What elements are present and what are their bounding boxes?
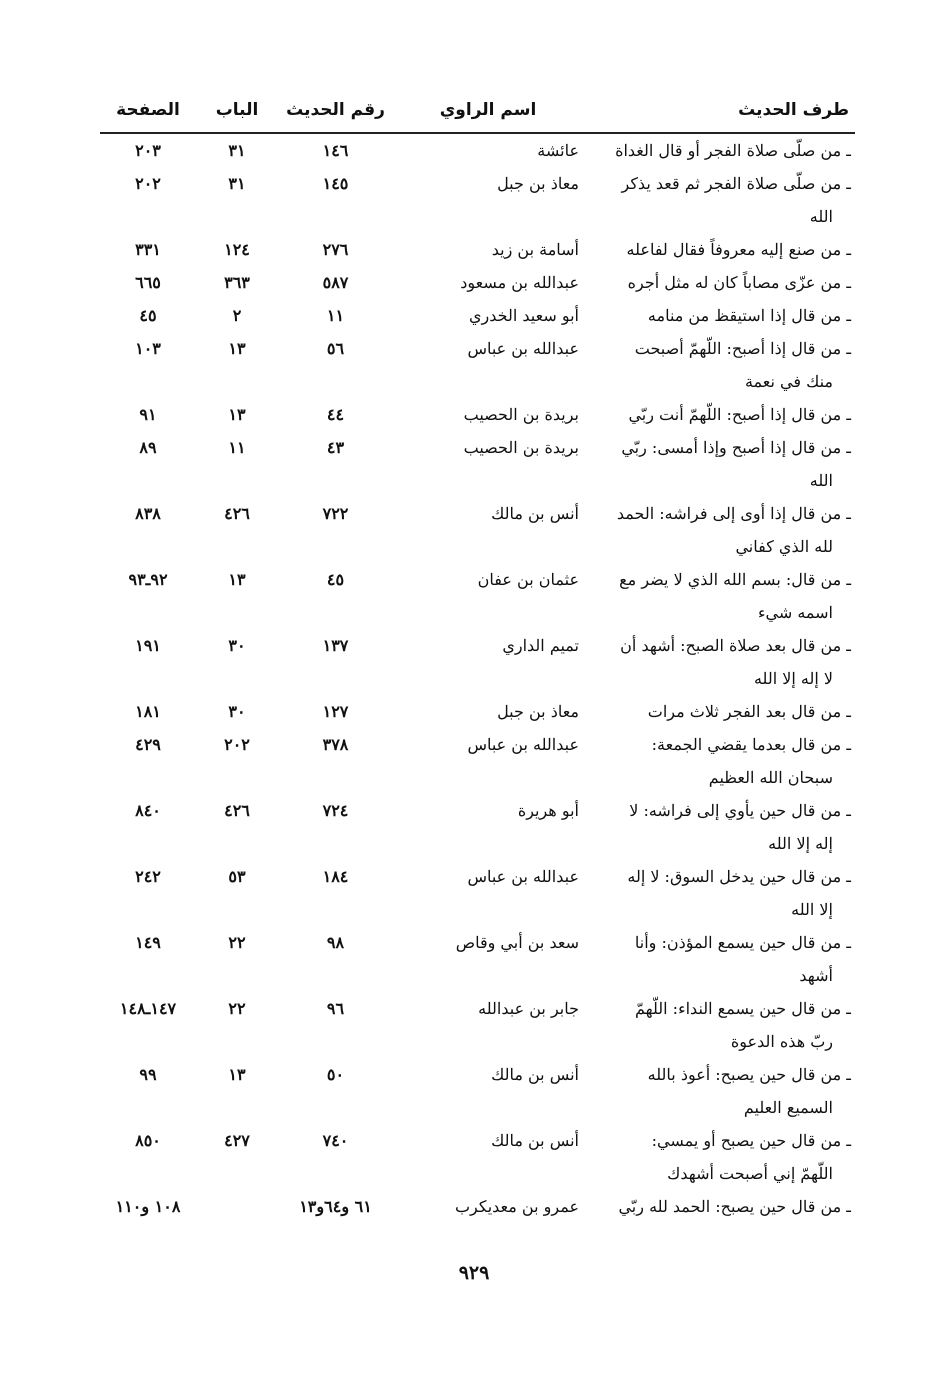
hadith-line-continuation: اللّهمّ إني أصبحت أشهدك xyxy=(667,1164,833,1183)
narrator-cell: سعد بن أبي وقاص xyxy=(455,933,579,952)
table-row xyxy=(100,1190,855,1223)
narrator-cell: معاذ بن جبل xyxy=(497,702,579,721)
chapter-cell: ٣١ xyxy=(228,141,246,160)
page-cell: ٤٢٩ xyxy=(135,735,161,754)
chapter-cell: ١١ xyxy=(228,438,246,457)
hadith-text-cell xyxy=(583,563,855,629)
hadith-text-cell xyxy=(583,926,855,992)
hadith-line: ـ من قال بعدما يقضي الجمعة: xyxy=(651,735,851,754)
hadith-line: ـ من قال بعد صلاة الصبح: أشهد أن xyxy=(620,636,851,655)
hadith-line-continuation: ربّ هذه الدعوة xyxy=(730,1032,833,1051)
hadith-text-cell xyxy=(583,629,855,695)
narrator-cell: أنس بن مالك xyxy=(491,1065,579,1084)
table-row xyxy=(100,629,855,695)
hadith-line-continuation: السميع العليم xyxy=(743,1098,833,1117)
table-row xyxy=(100,497,855,563)
hadith-line: ـ من قال إذا أصبح وإذا أمسى: ربّي xyxy=(621,438,851,457)
hadith-text-cell xyxy=(583,1190,855,1223)
hadith-line-continuation: الله xyxy=(809,471,833,490)
hadith-text-cell xyxy=(583,1058,855,1124)
chapter-cell: ٤٢٦ xyxy=(224,801,250,820)
hadith-line-continuation: سبحان الله العظيم xyxy=(708,768,833,787)
table-row xyxy=(100,233,855,266)
page-cell: ٤٥ xyxy=(139,306,157,325)
hadith-line-continuation: اسمه شيء xyxy=(757,603,833,622)
chapter-cell: ٢٢ xyxy=(228,999,246,1018)
hadith-number-cell: ١٤٦ xyxy=(322,141,349,160)
hadith-text-cell xyxy=(583,233,855,266)
hadith-number-cell: ٧٤٠ xyxy=(322,1131,349,1150)
hadith-number-cell: ١٨٤ xyxy=(322,867,349,886)
chapter-cell: ١٣ xyxy=(228,339,246,358)
hadith-text-cell xyxy=(583,266,855,299)
chapter-cell: ١٣ xyxy=(228,405,246,424)
table-row xyxy=(100,1124,855,1190)
table-row xyxy=(100,167,855,233)
page-cell: ٢٠٢ xyxy=(135,174,161,193)
page-cell: ٩١ xyxy=(139,405,157,424)
table-row xyxy=(100,299,855,332)
chapter-cell: ٥٣ xyxy=(228,867,246,886)
narrator-cell: عمرو بن معديكرب xyxy=(454,1197,579,1216)
chapter-cell: ١٢٤ xyxy=(224,240,250,259)
hadith-text-cell xyxy=(583,860,855,926)
hadith-line: ـ من قال حين يصبح: الحمد لله ربّي xyxy=(618,1197,851,1216)
hadith-number-cell: ٦١ و٦٤و١٣ xyxy=(299,1197,372,1216)
page-cell: ١٠٣ xyxy=(135,339,161,358)
table-header-row xyxy=(100,88,855,133)
hadith-line: ـ من صنع إليه معروفاً فقال لفاعله xyxy=(626,240,851,259)
chapter-cell: ٣٠ xyxy=(228,636,246,655)
narrator-cell: بريدة بن الحصيب xyxy=(463,438,579,457)
header-hadith: طرف الحديث xyxy=(583,88,855,133)
hadith-number-cell: ٥٦ xyxy=(326,339,345,358)
table-row xyxy=(100,332,855,398)
page-cell: ٨٣٨ xyxy=(135,504,161,523)
narrator-cell: أنس بن مالك xyxy=(491,504,579,523)
table-row xyxy=(100,133,855,167)
hadith-line: ـ من قال بعد الفجر ثلاث مرات xyxy=(647,702,851,721)
page-cell: ٢٠٣ xyxy=(135,141,161,160)
table-row xyxy=(100,794,855,860)
hadith-number-cell: ٣٧٨ xyxy=(322,735,349,754)
table-row xyxy=(100,926,855,992)
hadith-number-cell: ٩٦ xyxy=(326,999,345,1018)
hadith-line-continuation: لا إله إلا الله xyxy=(753,669,833,688)
chapter-cell: ١٣ xyxy=(228,1065,246,1084)
page-cell: ١٠٨ و١١٠ xyxy=(115,1197,181,1216)
hadith-text-cell xyxy=(583,299,855,332)
chapter-cell: ٣٠ xyxy=(228,702,246,721)
hadith-line-continuation: الله xyxy=(809,207,833,226)
page-cell: ١٤٧ـ١٤٨ xyxy=(119,999,177,1018)
table-row xyxy=(100,992,855,1058)
header-page: الصفحة xyxy=(100,88,196,133)
table-row xyxy=(100,695,855,728)
narrator-cell: عبدالله بن عباس xyxy=(467,867,579,886)
hadith-number-cell: ١٣٧ xyxy=(322,636,349,655)
hadith-number-cell: ١٤٥ xyxy=(322,174,349,193)
page-cell: ٢٤٢ xyxy=(135,867,161,886)
narrator-cell: أبو سعيد الخدري xyxy=(469,306,579,325)
narrator-cell: جابر بن عبدالله xyxy=(478,999,579,1018)
hadith-text-cell xyxy=(583,167,855,233)
page-cell: ٦٦٥ xyxy=(135,273,161,292)
narrator-cell: عبدالله بن عباس xyxy=(467,735,579,754)
hadith-number-cell: ٥٠ xyxy=(326,1065,345,1084)
page-cell: ٨٤٠ xyxy=(135,801,161,820)
header-hadith-number: رقم الحديث xyxy=(278,88,393,133)
hadith-line: ـ من قال حين يسمع المؤذن: وأنا xyxy=(634,933,851,952)
hadith-number-cell: ٤٤ xyxy=(326,405,345,424)
chapter-cell: ٣٦٣ xyxy=(224,273,250,292)
hadith-line: ـ من قال حين يصبح: أعوذ بالله xyxy=(647,1065,851,1084)
hadith-index-table xyxy=(100,88,855,1223)
hadith-text-cell xyxy=(583,794,855,860)
chapter-cell: ٢٠٢ xyxy=(224,735,250,754)
table-row xyxy=(100,266,855,299)
hadith-line: ـ من قال حين يسمع النداء: اللّهمّ xyxy=(634,999,851,1018)
narrator-cell: عبدالله بن مسعود xyxy=(460,273,579,292)
chapter-cell xyxy=(196,1190,278,1223)
narrator-cell: أسامة بن زيد xyxy=(491,240,579,259)
hadith-line-continuation: إلا الله xyxy=(791,900,833,919)
table-row xyxy=(100,431,855,497)
hadith-line: ـ من قال إذا أصبح: اللّهمّ أنت ربّي xyxy=(628,405,851,424)
hadith-text-cell xyxy=(583,431,855,497)
page-cell: ١٨١ xyxy=(135,702,161,721)
hadith-number-cell: ٢٧٦ xyxy=(322,240,349,259)
table-row xyxy=(100,563,855,629)
hadith-line: ـ من قال إذا أصبح: اللّهمّ أصبحت xyxy=(634,339,851,358)
hadith-number-cell: ٤٥ xyxy=(326,570,345,589)
chapter-cell: ٤٢٦ xyxy=(224,504,250,523)
narrator-cell: عبدالله بن عباس xyxy=(467,339,579,358)
header-narrator: اسم الراوي xyxy=(393,88,583,133)
hadith-line: ـ من قال حين يأوي إلى فراشه: لا xyxy=(629,801,851,820)
hadith-number-cell: ١٢٧ xyxy=(322,702,349,721)
page-cell: ٨٥٠ xyxy=(135,1131,161,1150)
chapter-cell: ٣١ xyxy=(228,174,246,193)
chapter-cell: ٢ xyxy=(232,306,242,325)
hadith-text-cell xyxy=(583,398,855,431)
hadith-line: ـ من قال: بسم الله الذي لا يضر مع xyxy=(619,570,851,589)
hadith-line: ـ من صلّى صلاة الفجر ثم قعد يذكر xyxy=(621,174,851,193)
hadith-number-cell: ٧٢٢ xyxy=(322,504,349,523)
hadith-line: ـ من قال إذا أوى إلى فراشه: الحمد xyxy=(616,504,851,523)
hadith-line: ـ من قال حين يصبح أو يمسي: xyxy=(651,1131,851,1150)
page-cell: ٩٢ـ٩٣ xyxy=(128,570,168,589)
hadith-text-cell xyxy=(583,133,855,167)
hadith-text-cell xyxy=(583,695,855,728)
hadith-text-cell xyxy=(583,332,855,398)
page-cell: ٩٩ xyxy=(139,1065,157,1084)
chapter-cell: ١٣ xyxy=(228,570,246,589)
hadith-line: ـ من صلّى صلاة الفجر أو قال الغداة xyxy=(615,141,851,160)
page-cell: ١٩١ xyxy=(135,636,161,655)
hadith-number-cell: ٤٣ xyxy=(326,438,345,457)
page-cell: ١٤٩ xyxy=(135,933,161,952)
hadith-number-cell: ٩٨ xyxy=(326,933,345,952)
narrator-cell: معاذ بن جبل xyxy=(497,174,579,193)
narrator-cell: أنس بن مالك xyxy=(491,1131,579,1150)
narrator-cell: عثمان بن عفان xyxy=(477,570,579,589)
hadith-line-continuation: منك في نعمة xyxy=(744,372,833,391)
hadith-number-cell: ٧٢٤ xyxy=(322,801,349,820)
hadith-text-cell xyxy=(583,1124,855,1190)
page-cell: ٨٩ xyxy=(139,438,157,457)
narrator-cell: بريدة بن الحصيب xyxy=(463,405,579,424)
table-row xyxy=(100,860,855,926)
page-number: ٩٢٩ xyxy=(458,1262,490,1284)
narrator-cell: تميم الداري xyxy=(502,636,579,655)
hadith-line: ـ من قال حين يدخل السوق: لا إله xyxy=(627,867,851,886)
narrator-cell: عائشة xyxy=(537,141,579,160)
table-row xyxy=(100,728,855,794)
table-row xyxy=(100,1058,855,1124)
chapter-cell: ٢٢ xyxy=(228,933,246,952)
page-cell: ٣٣١ xyxy=(135,240,161,259)
hadith-line-continuation: أشهد xyxy=(799,966,833,985)
chapter-cell: ٤٢٧ xyxy=(224,1131,250,1150)
hadith-text-cell xyxy=(583,728,855,794)
header-chapter: الباب xyxy=(196,88,278,133)
hadith-line: ـ من عزّى مصاباً كان له مثل أجره xyxy=(627,273,851,292)
hadith-number-cell: ٥٨٧ xyxy=(322,273,349,292)
table-body xyxy=(100,133,855,1223)
narrator-cell: أبو هريرة xyxy=(517,801,579,820)
hadith-text-cell xyxy=(583,497,855,563)
hadith-text-cell xyxy=(583,992,855,1058)
hadith-line: ـ من قال إذا استيقظ من منامه xyxy=(647,306,851,325)
hadith-line-continuation: لله الذي كفاني xyxy=(735,537,833,556)
hadith-line-continuation: إله إلا الله xyxy=(768,834,833,853)
hadith-number-cell: ١١ xyxy=(326,306,345,325)
table-row xyxy=(100,398,855,431)
